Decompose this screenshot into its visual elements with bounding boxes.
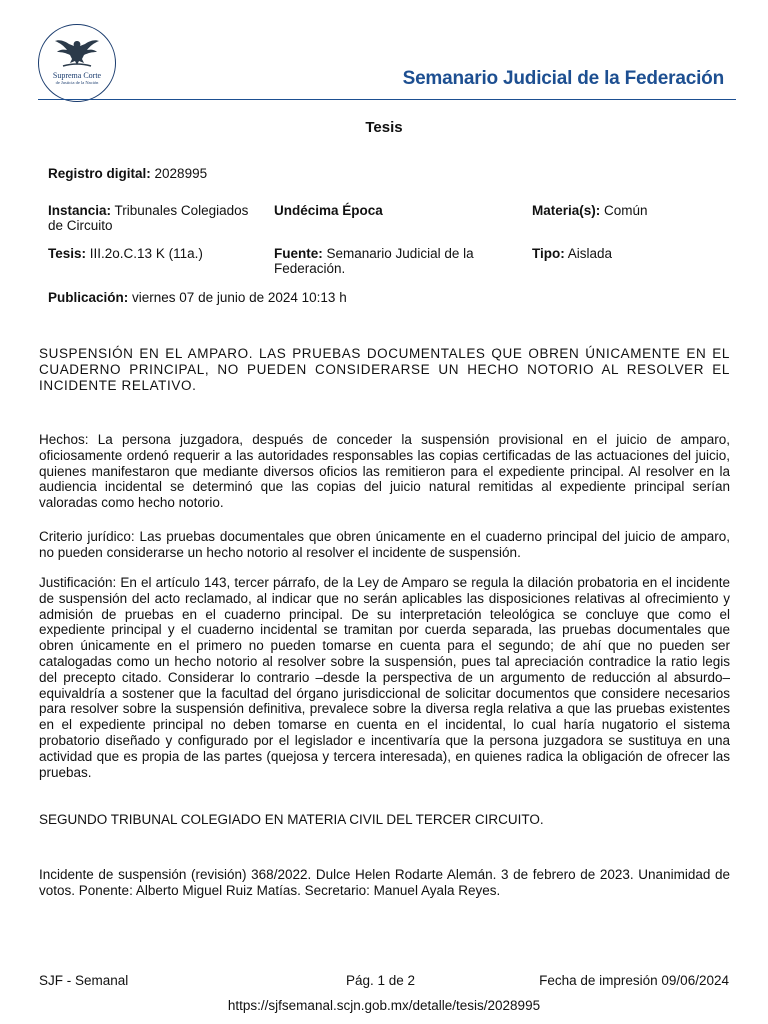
source-url-link[interactable]: https://sjfsemanal.scjn.gob.mx/detalle/tesis/2028995 xyxy=(227,998,541,1013)
tipo-label: Tipo: xyxy=(532,246,565,261)
tesis-value: III.2o.C.13 K (11a.) xyxy=(89,246,203,261)
epoca xyxy=(274,203,383,218)
publicacion-label: Publicación: xyxy=(48,290,129,305)
fuente-value: Semanario Judicial de la Federación. xyxy=(274,246,474,276)
tribunal-name: SEGUNDO TRIBUNAL COLEGIADO EN MATERIA CIVIL DEL TERCER CIRCUITO. xyxy=(39,812,544,827)
logo-line2: de Justicia de la Nación xyxy=(55,80,99,85)
materia xyxy=(532,203,648,218)
materia-value: Común xyxy=(604,203,648,218)
fuente xyxy=(274,246,514,276)
instancia xyxy=(48,203,253,233)
justificacion-paragraph: Justificación: En el artículo 143, tercer párrafo, de la Ley de Amparo se regula la dilación probatoria en el incidente de suspensión del acto reclamado, al indicar que no serán aplicables las disposiciones relativas al ofrecimiento y admisión de pruebas en el cuaderno principal. De su interpretación teleológica se concluye que como el expediente principal y el cuaderno incidental se tramitan por cuerda separada, las pruebas documentales que obren únicamente en el primero no pueden tomarse en cuenta para el segundo; de ahí que no pueden ser catalogadas como un hecho notorio al resolver sobre la suspensión, pues tal apreciación contradice la ratio legis del precepto citado. Considerar lo contrario –desde la perspectiva de un argumento de reducción al absurdo– equivaldría a sostener que la facultad del órgano jurisdiccional de solicitar documentos que considere necesarios para resolver sobre la suspensión definitiva, prevalece sobre la diversa regla relativa a que las pruebas existentes en el expediente principal no deben tomarse en cuenta en el incidental, lo cual haría nugatorio el sistema probatorio diseñado y configurado por el legislador e incentivaría que la persona juzgadora se sustituya en una actividad que es propia de las partes (quejosa y tercera interesada), en quienes radica la obligación de ofrecer las pruebas. xyxy=(39,575,730,780)
publicacion xyxy=(48,290,347,305)
hechos-paragraph: Hechos: La persona juzgadora, después de conceder la suspensión provisional en el juicio de amparo, oficiosamente ordenó requerir a las autoridades responsables las copias certificadas de las actuaciones del juicio, quienes manifestaron que mediante diversos oficios las remitieron para el expediente principal. Al resolver en la audiencia incidental se determinó que las copias del juicio natural remitidas al expediente principal serían valoradas como hecho notorio. xyxy=(39,432,730,511)
registro-digital xyxy=(48,166,207,181)
tesis-numero xyxy=(48,246,203,261)
footer-publication: SJF - Semanal xyxy=(39,973,129,988)
publicacion-value: viernes 07 de junio de 2024 10:13 h xyxy=(132,290,347,305)
instancia-label: Instancia: xyxy=(48,203,112,218)
tesis-label: Tesis: xyxy=(48,246,87,261)
rubro: SUSPENSIÓN EN EL AMPARO. LAS PRUEBAS DOCUMENTALES QUE OBREN ÚNICAMENTE EN EL CUADERNO PRINCIPAL, NO PUEDEN CONSIDERARSE UN HECHO NOTORIO AL RESOLVER EL INCIDENTE RELATIVO. xyxy=(39,346,730,393)
tipo-value: Aislada xyxy=(567,246,613,261)
document-type-title: Tesis xyxy=(365,119,403,136)
print-date: Fecha de impresión 09/06/2024 xyxy=(539,973,729,988)
criterio-paragraph: Criterio jurídico: Las pruebas documentales que obren únicamente en el cuaderno principal del juicio de amparo, no pueden considerarse un hecho notorio al resolver el incidente de suspensión. xyxy=(39,529,730,560)
page-number: Pág. 1 de 2 xyxy=(346,973,416,988)
scjn-logo xyxy=(38,24,116,102)
precedente-paragraph: Incidente de suspensión (revisión) 368/2022. Dulce Helen Rodarte Alemán. 3 de febrero de 2023. Unanimidad de votos. Ponente: Alberto Miguel Ruiz Matías. Secretario: Manuel Ayala Reyes. xyxy=(39,867,730,898)
registro-label: Registro digital: xyxy=(48,166,151,181)
materia-label: Materia(s): xyxy=(532,203,601,218)
instancia-value: Tribunales Colegiados de Circuito xyxy=(48,203,249,233)
tipo xyxy=(532,246,612,261)
fuente-label: Fuente: xyxy=(274,246,323,261)
registro-value: 2028995 xyxy=(154,166,208,181)
epoca-label: Undécima Época xyxy=(274,203,383,218)
eagle-emblem-icon xyxy=(53,35,101,69)
header-divider xyxy=(38,99,736,100)
logo-line1: Suprema Corte xyxy=(52,71,102,80)
site-title: Semanario Judicial de la Federación xyxy=(402,68,724,89)
